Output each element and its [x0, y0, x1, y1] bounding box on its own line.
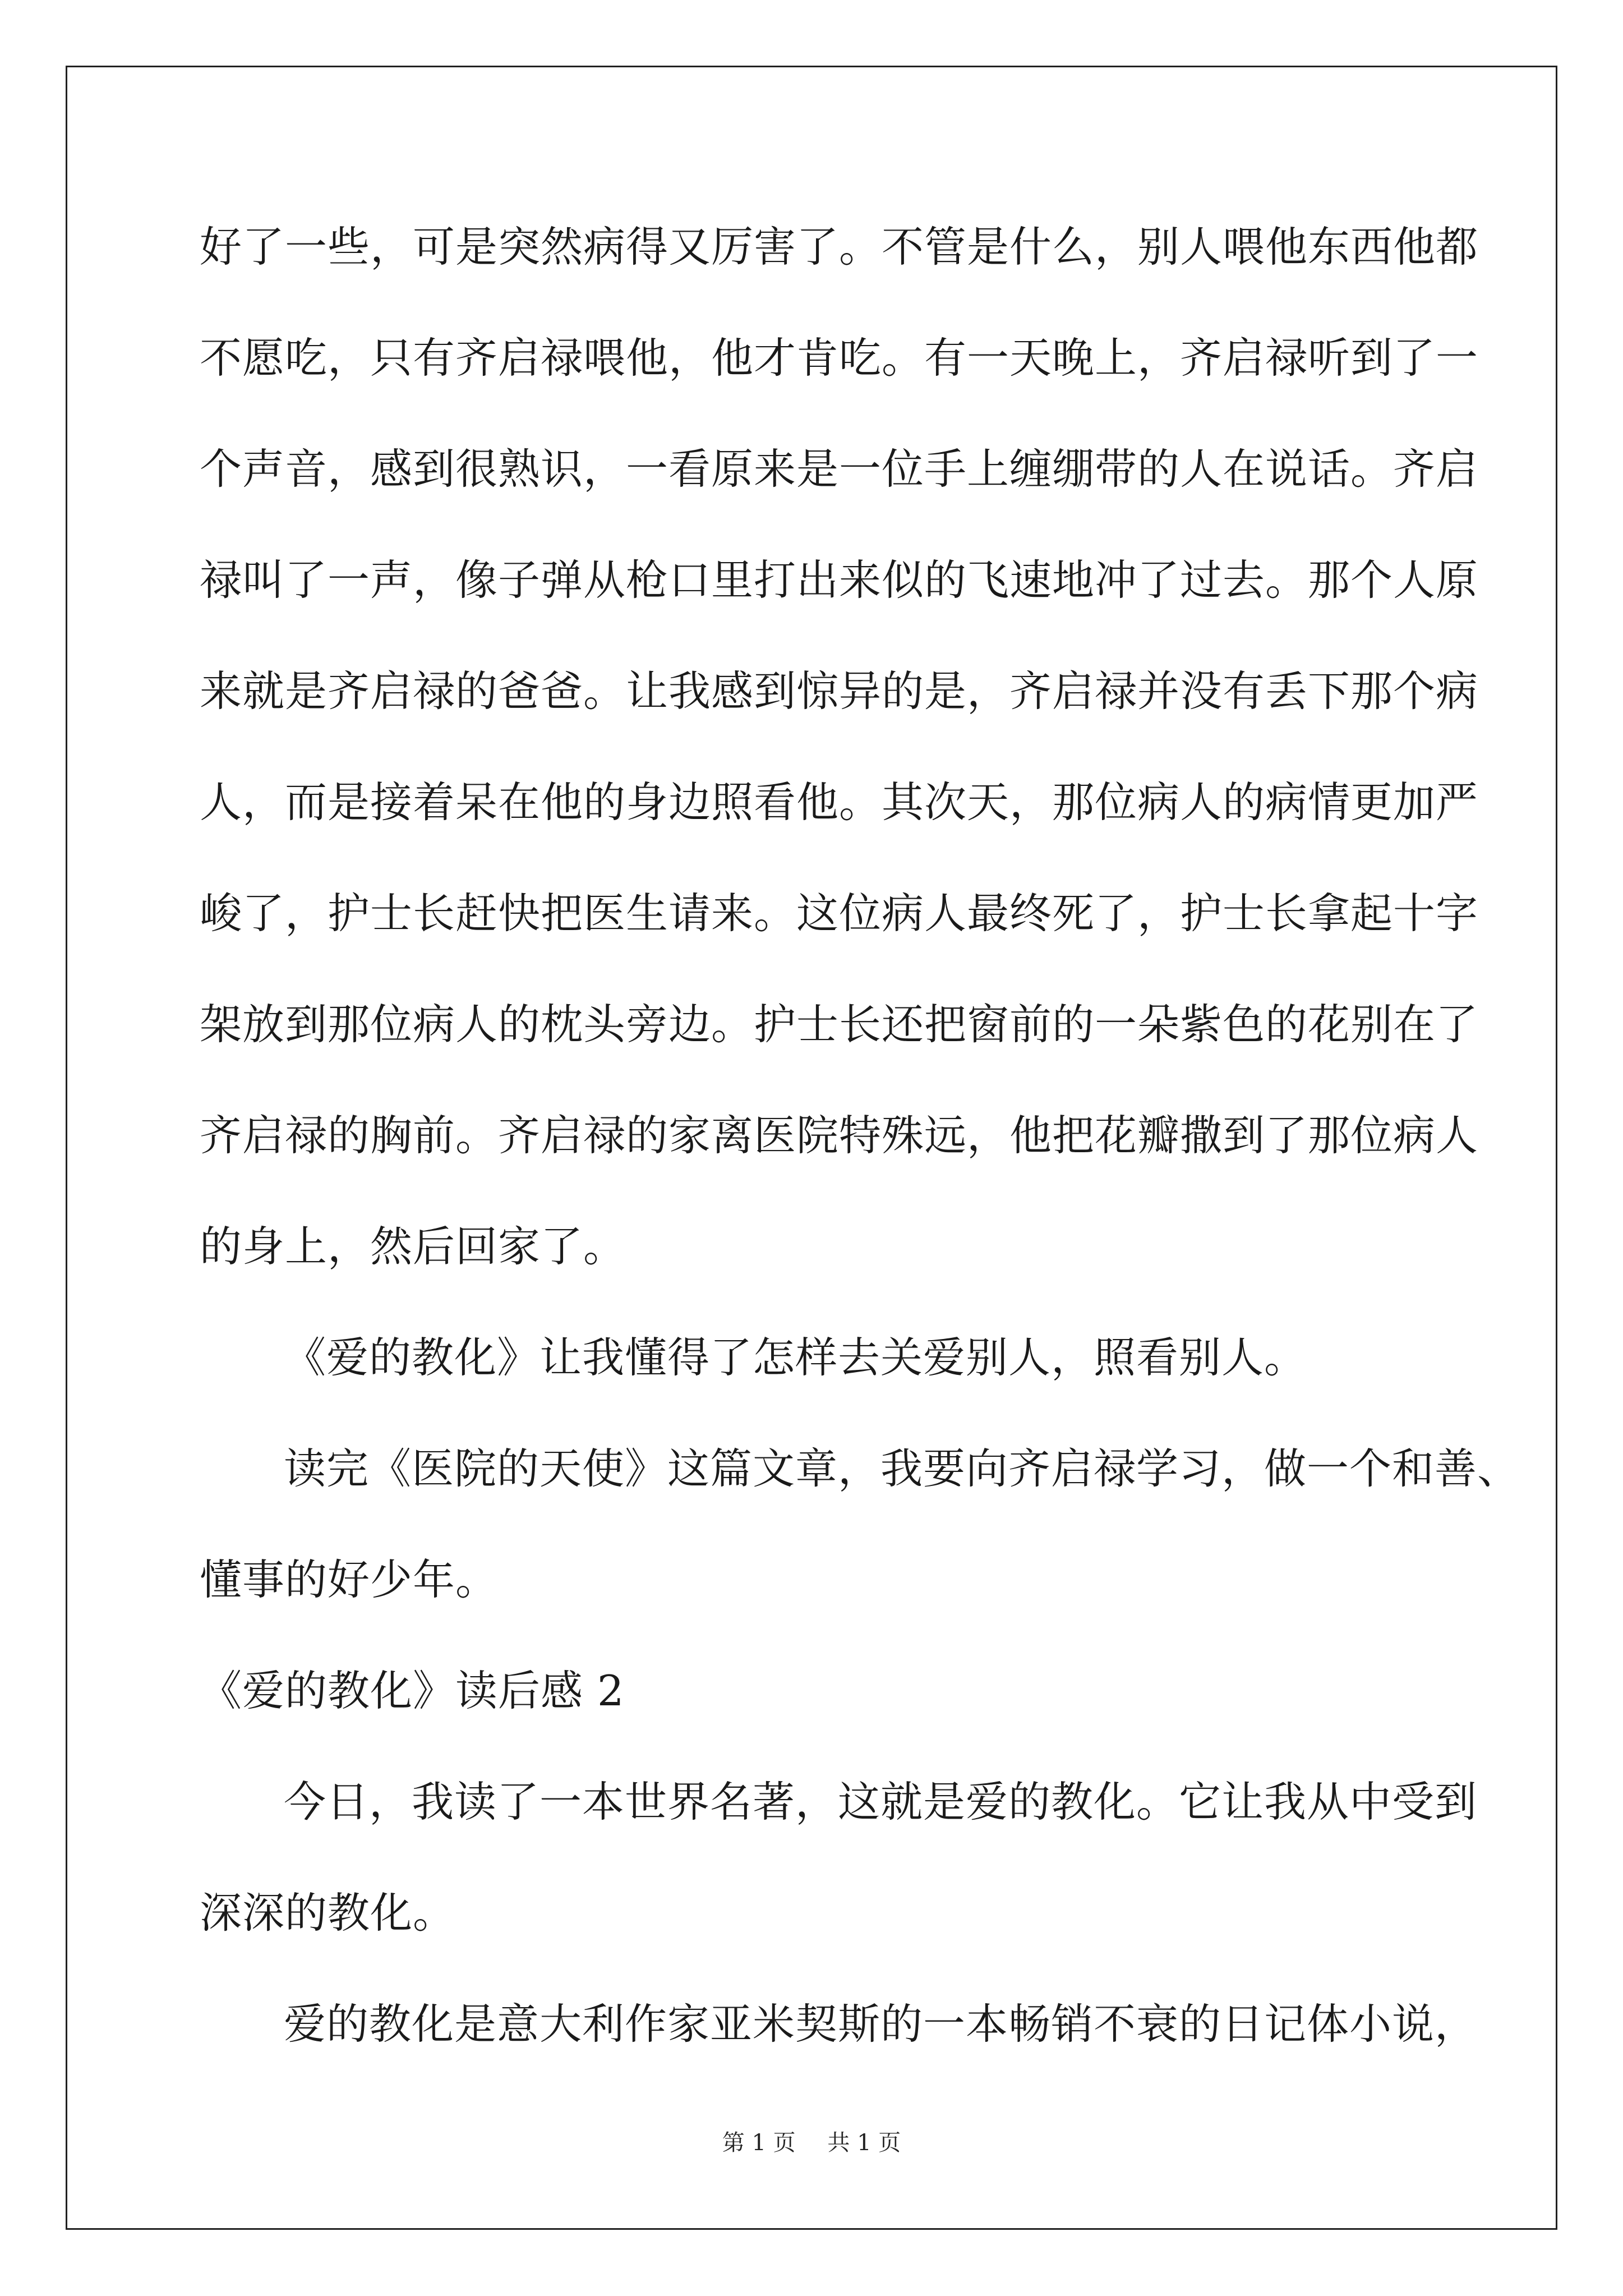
- text-line-16: 深深的教化。: [200, 1888, 456, 1938]
- text-line-4: 禄叫了一声，像子弹从枪口里打出来似的飞速地冲了过去。那个人原: [200, 555, 1479, 605]
- text-line-2: 不愿吃，只有齐启禄喂他，他才肯吃。有一天晚上，齐启禄听到了一: [200, 333, 1479, 383]
- page-footer: [0, 2126, 1623, 2160]
- text-line-5: 来就是齐启禄的爸爸。让我感到惊异的是，齐启禄并没有丢下那个病: [200, 666, 1479, 716]
- text-line-7: 峻了，护士长赶快把医生请来。这位病人最终死了，护士长拿起十字: [200, 889, 1479, 938]
- text-line-1: 好了一些，可是突然病得又厉害了。不管是什么，别人喂他东西他都: [200, 222, 1479, 272]
- text-line-17: 爱的教化是意大利作家亚米契斯的一本畅销不衰的日记体小说，: [284, 1999, 1478, 2049]
- text-line-12: 读完《医院的天使》这篇文章，我要向齐启禄学习，做一个和善、: [284, 1444, 1520, 1493]
- text-line-8: 架放到那位病人的枕头旁边。护士长还把窗前的一朵紫色的花别在了: [200, 1000, 1479, 1049]
- text-line-15: 今日，我读了一本世界名著，这就是爱的教化。它让我从中受到: [284, 1777, 1478, 1826]
- text-line-3: 个声音，感到很熟识，一看原来是一位手上缠绷带的人在说话。齐启: [200, 444, 1479, 494]
- text-line-13: 懂事的好少年。: [200, 1555, 499, 1604]
- text-line-9: 齐启禄的胸前。齐启禄的家离医院特殊远，他把花瓣撒到了那位病人: [200, 1111, 1479, 1160]
- text-line-10: 的身上，然后回家了。: [200, 1222, 626, 1271]
- page-total: 共 1 页: [827, 2130, 901, 2156]
- page-number: 第 1 页: [722, 2130, 796, 2156]
- text-line-11: 《爱的教化》让我懂得了怎样去关爱别人，照看别人。: [284, 1333, 1307, 1382]
- text-line-6: 人，而是接着呆在他的身边照看他。其次天，那位病人的病情更加严: [200, 777, 1479, 827]
- section-heading: 《爱的教化》读后感 2: [200, 1666, 625, 1715]
